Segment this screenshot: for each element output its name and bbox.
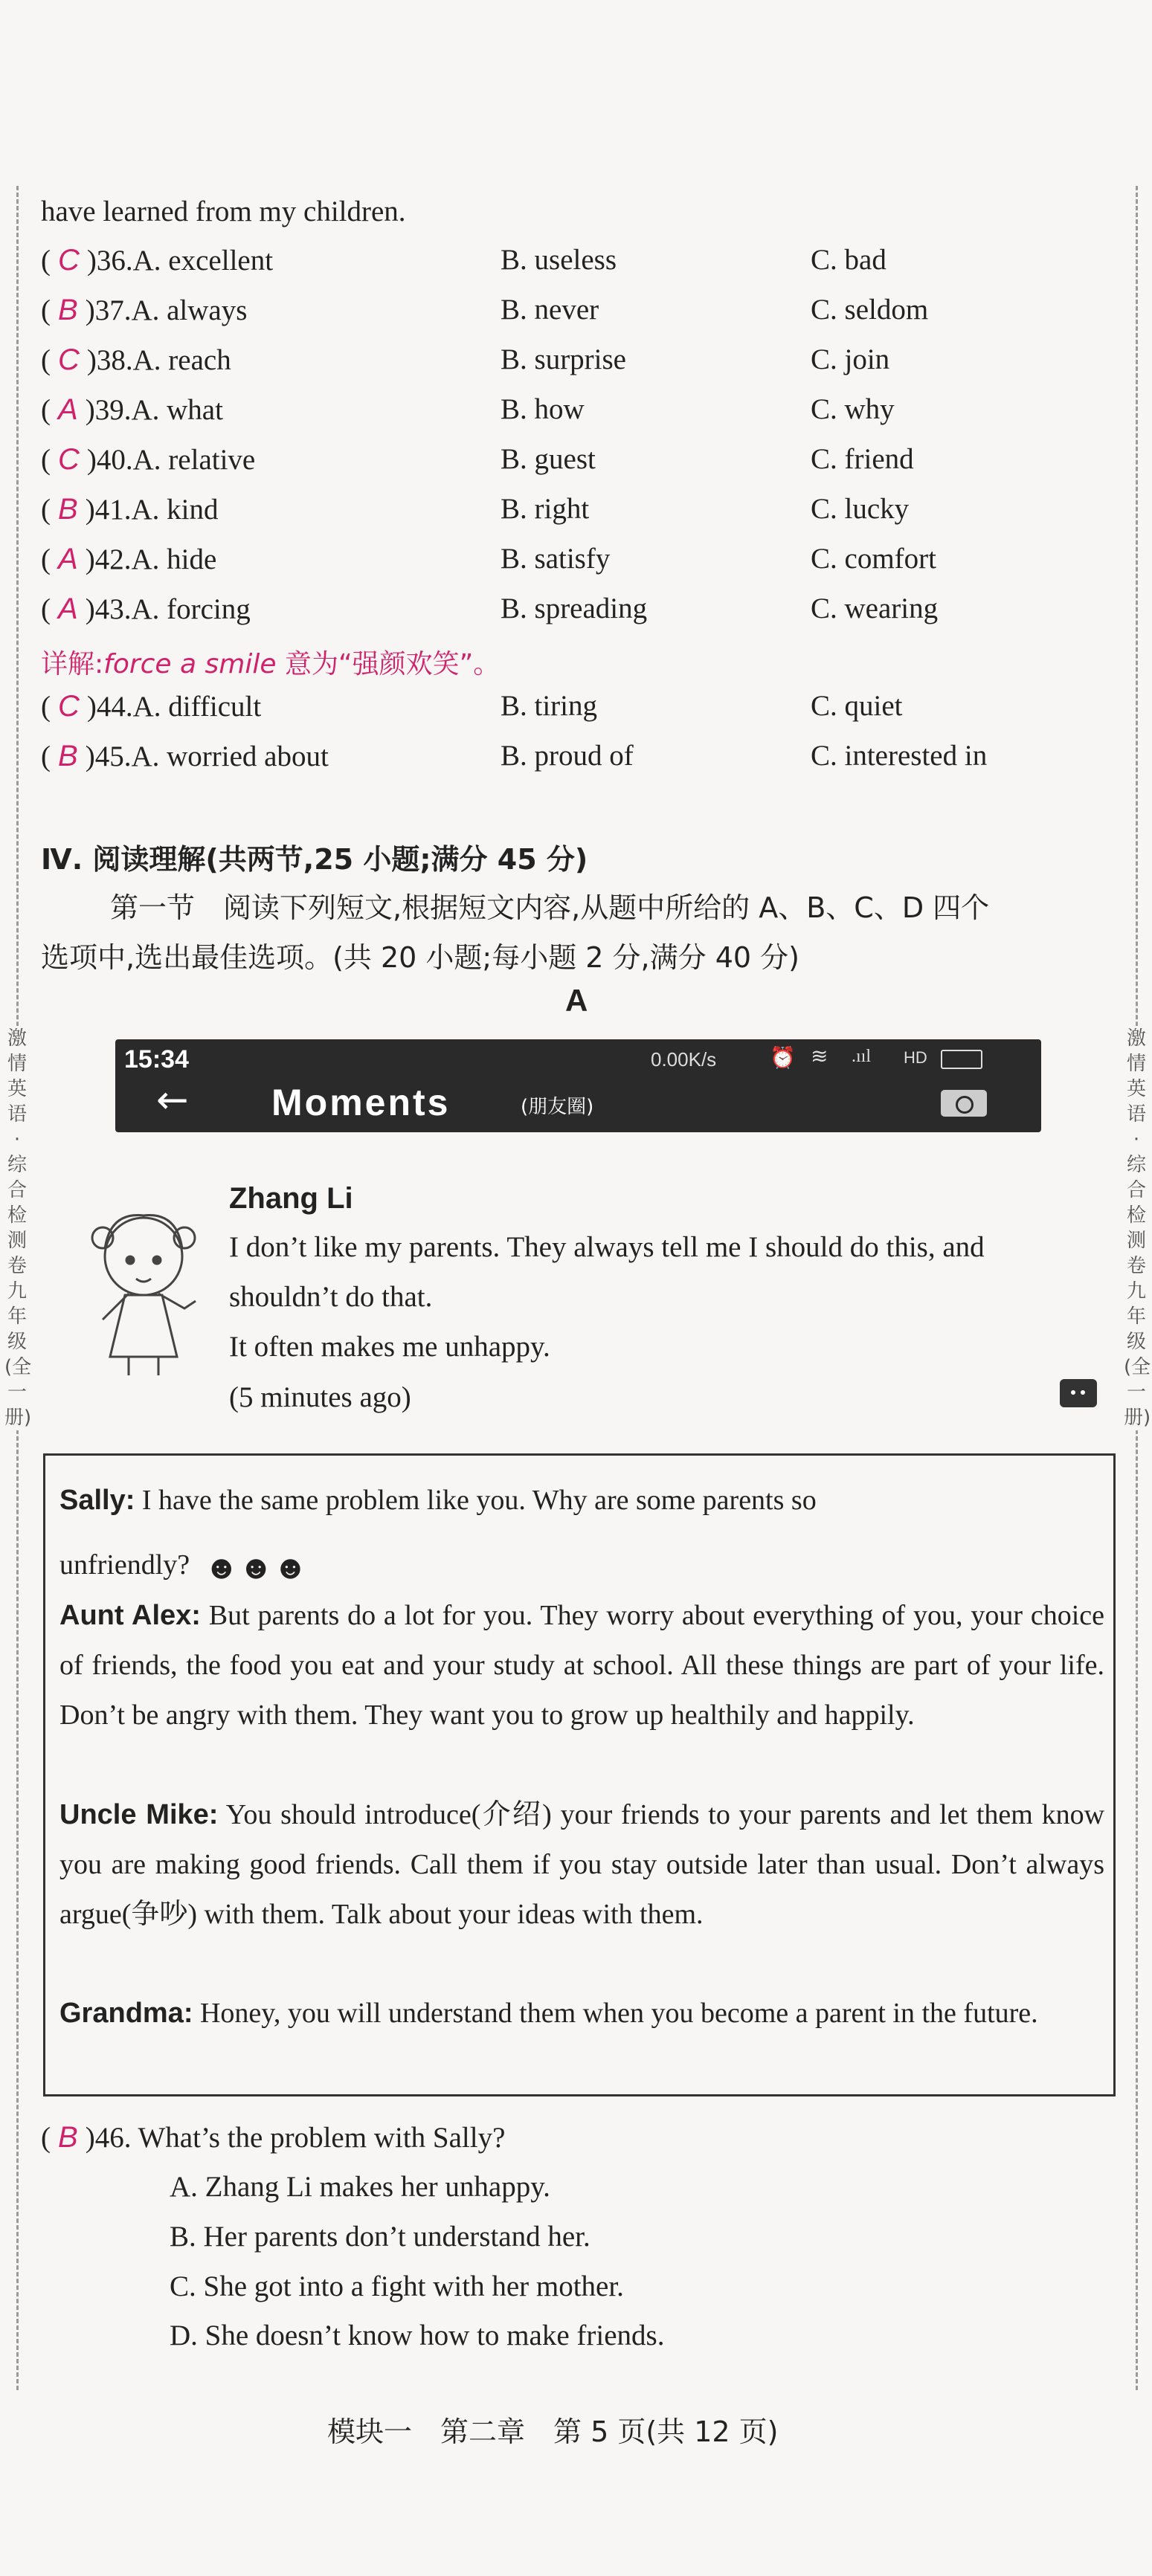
cloze-paren: ) (85, 740, 95, 772)
camera-icon[interactable] (941, 1090, 987, 1117)
cloze-option-a: A. relative (132, 444, 256, 476)
comment-alex: Aunt Alex: But parents do a lot for you. They worry about everything of you, your choice of friends, the food you eat and your study at school. All these things are part of your life. Don’t be angry with them. They want you to grow up healthily and happily. (59, 1600, 1104, 1731)
top-text: have learned from my children. (41, 196, 406, 227)
alex-name: Aunt Alex: (59, 1600, 201, 1631)
cloze-paren: ( (41, 593, 51, 625)
cloze-row (41, 544, 1112, 574)
comment-sally-2: unfriendly? ☻☻☻ (59, 1540, 1104, 1592)
alarm-icon: ⏰ (770, 1047, 796, 1070)
cloze-option-b: B. tiring (501, 690, 598, 722)
passage-label: A (565, 983, 588, 1018)
section-intro-1: 第一节 阅读下列短文,根据短文内容,从题中所给的 A、B、C、D 四个 (110, 891, 990, 924)
cloze-option-b: B. never (501, 294, 599, 326)
cloze-number: 44. (96, 691, 133, 723)
cloze-paren: ) (85, 494, 95, 526)
cloze-paren: ) (85, 294, 95, 326)
cloze-option-a: A. difficult (132, 691, 262, 723)
cloze-number: 39. (94, 394, 132, 426)
cloze-paren: ) (86, 245, 97, 277)
cloze-row (41, 295, 1112, 325)
section-intro-2: 选项中,选出最佳选项。(共 20 小题;每小题 2 分,满分 40 分) (41, 941, 799, 974)
cloze-paren: ) (85, 394, 95, 426)
comment-mike: Uncle Mike: You should introduce(介绍) your friends to your parents and let them know you are making good friends. Call them if you stay outside later than usual. Don’t always argue(争吵) with them. Talk about your ideas with them. (59, 1799, 1105, 1930)
q46-option-b: B. Her parents don’t understand her. (170, 2221, 591, 2253)
sally-name: Sally: (59, 1485, 135, 1516)
comment-icon[interactable] (1060, 1379, 1097, 1407)
cloze-option-b: B. spreading (501, 593, 648, 624)
cloze-paren: ( (41, 344, 51, 376)
cloze-answer: C (58, 244, 80, 277)
cloze-paren: ( (41, 394, 51, 426)
cloze-option-a: A. worried about (131, 740, 329, 772)
detail-phrase: force a smile (103, 649, 277, 679)
cloze-option-b: B. satisfy (501, 543, 611, 575)
cloze-option-c: C. friend (811, 443, 914, 475)
answer-46: B (58, 2121, 78, 2154)
cloze-option-a: A. excellent (132, 245, 274, 277)
cloze-option-b: B. useless (501, 244, 617, 276)
cloze-option-c: C. quiet (811, 690, 903, 722)
post-line-2: shouldn’t do that. (229, 1281, 433, 1313)
cloze-answer: A (58, 543, 78, 575)
cloze-number: 43. (94, 593, 132, 625)
cloze-number: 41. (94, 494, 132, 526)
left-side-label: 激情英语·综合检测卷 九年级(全一册) (4, 1027, 32, 1429)
cloze-number: 42. (94, 543, 132, 575)
cloze-paren: ) (86, 344, 97, 376)
cloze-row (41, 691, 1112, 721)
comment-sally-1: Sally: I have the same problem like you. Why are some parents so (59, 1485, 817, 1516)
detail-label: 详解: (41, 649, 104, 679)
phone-header (115, 1039, 1041, 1132)
cloze-option-c: C. comfort (811, 543, 936, 575)
cloze-answer: B (58, 740, 78, 772)
q46-option-d: D. She doesn’t know how to make friends. (170, 2320, 665, 2351)
cloze-paren: ( (41, 444, 51, 476)
phone-status: 0.00K/s (651, 1048, 717, 1071)
cloze-answer: B (58, 294, 78, 326)
cloze-row (41, 594, 1112, 624)
cloze-paren: ( (41, 691, 51, 723)
battery-icon (941, 1050, 982, 1069)
cloze-row (41, 741, 1112, 771)
moments-title: Moments (271, 1082, 451, 1123)
detail-note (41, 643, 500, 681)
question-46: ( B )46. What’s the problem with Sally? (41, 2121, 506, 2154)
cloze-option-c: C. why (811, 393, 895, 425)
grandma-name: Grandma: (59, 1998, 193, 2029)
wifi-icon: ≋ (811, 1045, 828, 1068)
q46-option-a: A. Zhang Li makes her unhappy. (170, 2171, 550, 2203)
cloze-option-c: C. bad (811, 244, 886, 276)
cloze-number: 45. (94, 740, 132, 772)
right-side-label: 激情英语·综合检测卷 九年级(全一册) (1124, 1027, 1151, 1429)
page-footer: 模块一 第二章 第 5 页(共 12 页) (327, 2415, 779, 2448)
cloze-option-c: C. join (811, 343, 890, 375)
signal-icon: .ııl (852, 1047, 872, 1066)
sad-emoji-icon: ☻☻☻ (204, 1549, 308, 1586)
post-line-1: I don’t like my parents. They always tell me I should do this, and (229, 1231, 985, 1263)
cloze-option-b: B. how (501, 393, 585, 425)
comment-grandma: Grandma: Honey, you will understand them when you become a parent in the future. (59, 1998, 1038, 2029)
cloze-option-c: C. seldom (811, 294, 929, 326)
section-title: Ⅳ. 阅读理解(共两节,25 小题;满分 45 分) (41, 843, 588, 876)
cloze-option-a: A. always (131, 294, 248, 326)
cloze-row (41, 395, 1112, 425)
avatar (58, 1197, 229, 1383)
cloze-answer: A (58, 393, 78, 426)
cloze-option-b: B. surprise (501, 343, 626, 375)
cloze-number: 38. (96, 344, 133, 376)
cloze-number: 36. (96, 245, 133, 277)
post-line-3: It often makes me unhappy. (229, 1331, 550, 1363)
cloze-paren: ( (41, 543, 51, 575)
cloze-number: 40. (96, 444, 133, 476)
cloze-paren: ( (41, 494, 51, 526)
cloze-option-c: C. lucky (811, 493, 910, 525)
phone-time: 15:34 (124, 1045, 189, 1074)
cloze-paren: ( (41, 740, 51, 772)
cloze-option-a: A. reach (132, 344, 231, 376)
cloze-paren: ) (85, 543, 95, 575)
cloze-option-b: B. guest (501, 443, 596, 475)
moments-subtitle: (朋友圈) (521, 1096, 594, 1118)
cloze-paren: ) (86, 444, 97, 476)
cloze-option-c: C. interested in (811, 740, 988, 772)
cloze-answer: C (58, 690, 80, 723)
q46-option-c: C. She got into a fight with her mother. (170, 2270, 624, 2302)
mike-name: Uncle Mike: (59, 1799, 219, 1830)
hd-icon: HD (904, 1048, 927, 1067)
cloze-answer: C (58, 443, 80, 476)
cloze-paren: ) (85, 593, 95, 625)
cloze-row (41, 445, 1112, 474)
cloze-row (41, 494, 1112, 524)
cloze-option-a: A. hide (131, 543, 217, 575)
cloze-paren: ( (41, 245, 51, 277)
cloze-row (41, 245, 1112, 275)
cloze-option-b: B. proud of (501, 740, 634, 772)
cloze-answer: B (58, 493, 78, 526)
post-author: Zhang Li (229, 1182, 353, 1215)
detail-rest: 意为“强颜欢笑”。 (276, 649, 501, 679)
cloze-paren: ) (86, 691, 97, 723)
cloze-number: 37. (94, 294, 132, 326)
cloze-option-b: B. right (501, 493, 590, 525)
cloze-option-a: A. kind (131, 494, 219, 526)
cloze-row (41, 345, 1112, 375)
cloze-option-a: A. forcing (131, 593, 251, 625)
cloze-answer: A (58, 593, 78, 625)
post-time: (5 minutes ago) (229, 1381, 411, 1413)
cloze-option-c: C. wearing (811, 593, 939, 624)
cloze-option-a: A. what (131, 394, 223, 426)
question-46-stem: 46. What’s the problem with Sally? (94, 2122, 506, 2154)
cloze-paren: ( (41, 294, 51, 326)
back-arrow-icon[interactable]: ← (156, 1078, 189, 1123)
cloze-answer: C (58, 343, 80, 376)
